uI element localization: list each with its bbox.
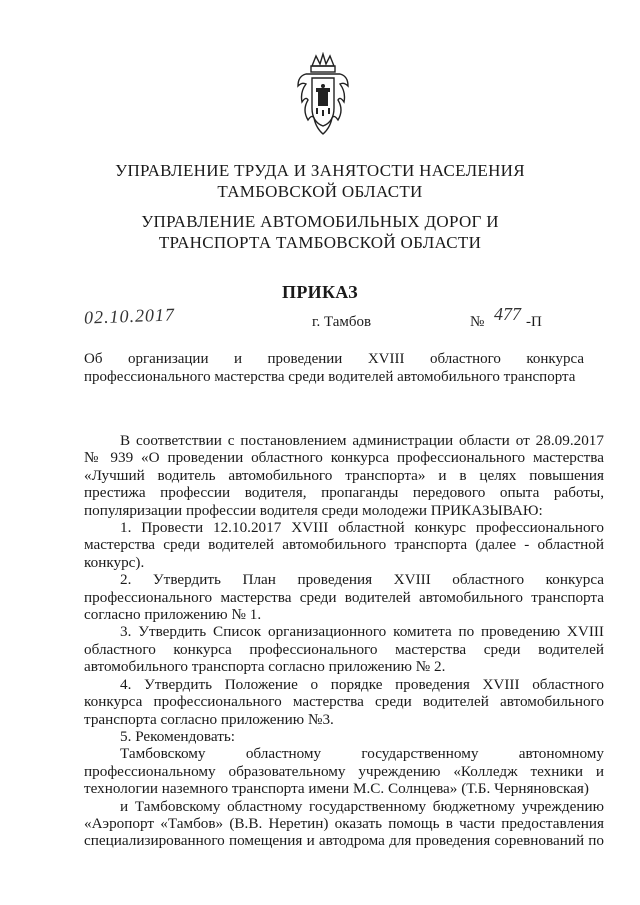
issuer-2-line-1: УПРАВЛЕНИЕ АВТОМОБИЛЬНЫХ ДОРОГ И [141,212,499,231]
item-5-recipient-b: и Тамбовскому областному государственному бюджетному учреждению «Аэропорт «Тамбов» (В.В. Неретин) оказать помощь в части предоставления специализированного помещения и автодрома для проведения соревнований по [84,797,604,850]
issuer-2-line-2: ТРАНСПОРТА ТАМБОВСКОЙ ОБЛАСТИ [158,233,482,252]
handwritten-number: 477 [494,304,521,324]
issuer-1-line-1: УПРАВЛЕНИЕ ТРУДА И ЗАНЯТОСТИ НАСЕЛЕНИЯ [115,161,525,180]
issuer-block-2 [0,211,640,253]
issuer-1-line-2: ТАМБОВСКОЙ ОБЛАСТИ [217,182,423,201]
item-5-recipient-a: Тамбовскому областному государственному автономному профессиональному образовательному учреждению «Колледж техники и технологии наземного транспорта имени М.С. Солнцева» (Т.Б. Черняновская) [84,745,604,798]
item-2: 2. Утвердить План проведения XVIII областного конкурса профессионального мастерства среди водителей автомобильного транспорта согласно приложению № 1. [84,571,604,624]
document-type-title: ПРИКАЗ [282,282,358,302]
subject-line-1: Об организации и проведении XVIII областного конкурса [84,351,584,367]
coat-of-arms-emblem [294,52,352,138]
item-1: 1. Провести 12.10.2017 XVIII областной конкурс профессионального мастерства среди водителей автомобильного транспорта (далее - областной конкурс). [84,519,604,571]
intro-paragraph: В соответствии с постановлением администрации области от 28.09.2017 № 939 «О проведении областного конкурса профессионального мастерства «Лучший водитель автомобильного транспорта» и в целях повышения престижа профессии водителя, пропаганды передового опыта работы, популяризации профессии водителя среди молодежи ПРИКАЗЫВАЮ: [84,432,604,519]
order-body [84,432,604,850]
item-3: 3. Утвердить Список организационного комитета по проведению XVIII областного конкурса профессионального мастерства среди водителей автомобильного транспорта согласно приложению № 2. [84,623,604,676]
number-label: № [470,314,485,330]
city: г. Тамбов [312,314,372,330]
subject-line-2: профессионального мастерства среди водителей автомобильного транспорта [84,369,576,385]
order-subject [84,350,584,386]
issuer-block-1 [0,160,640,202]
number-suffix: -П [526,314,542,330]
handwritten-date: 02.10.2017 [83,304,176,328]
item-4: 4. Утвердить Положение о порядке проведения XVIII областного конкурса профессионального мастерства среди водителей автомобильного транспорта согласно приложению №3. [84,675,604,728]
item-5: 5. Рекомендовать: [120,727,235,745]
